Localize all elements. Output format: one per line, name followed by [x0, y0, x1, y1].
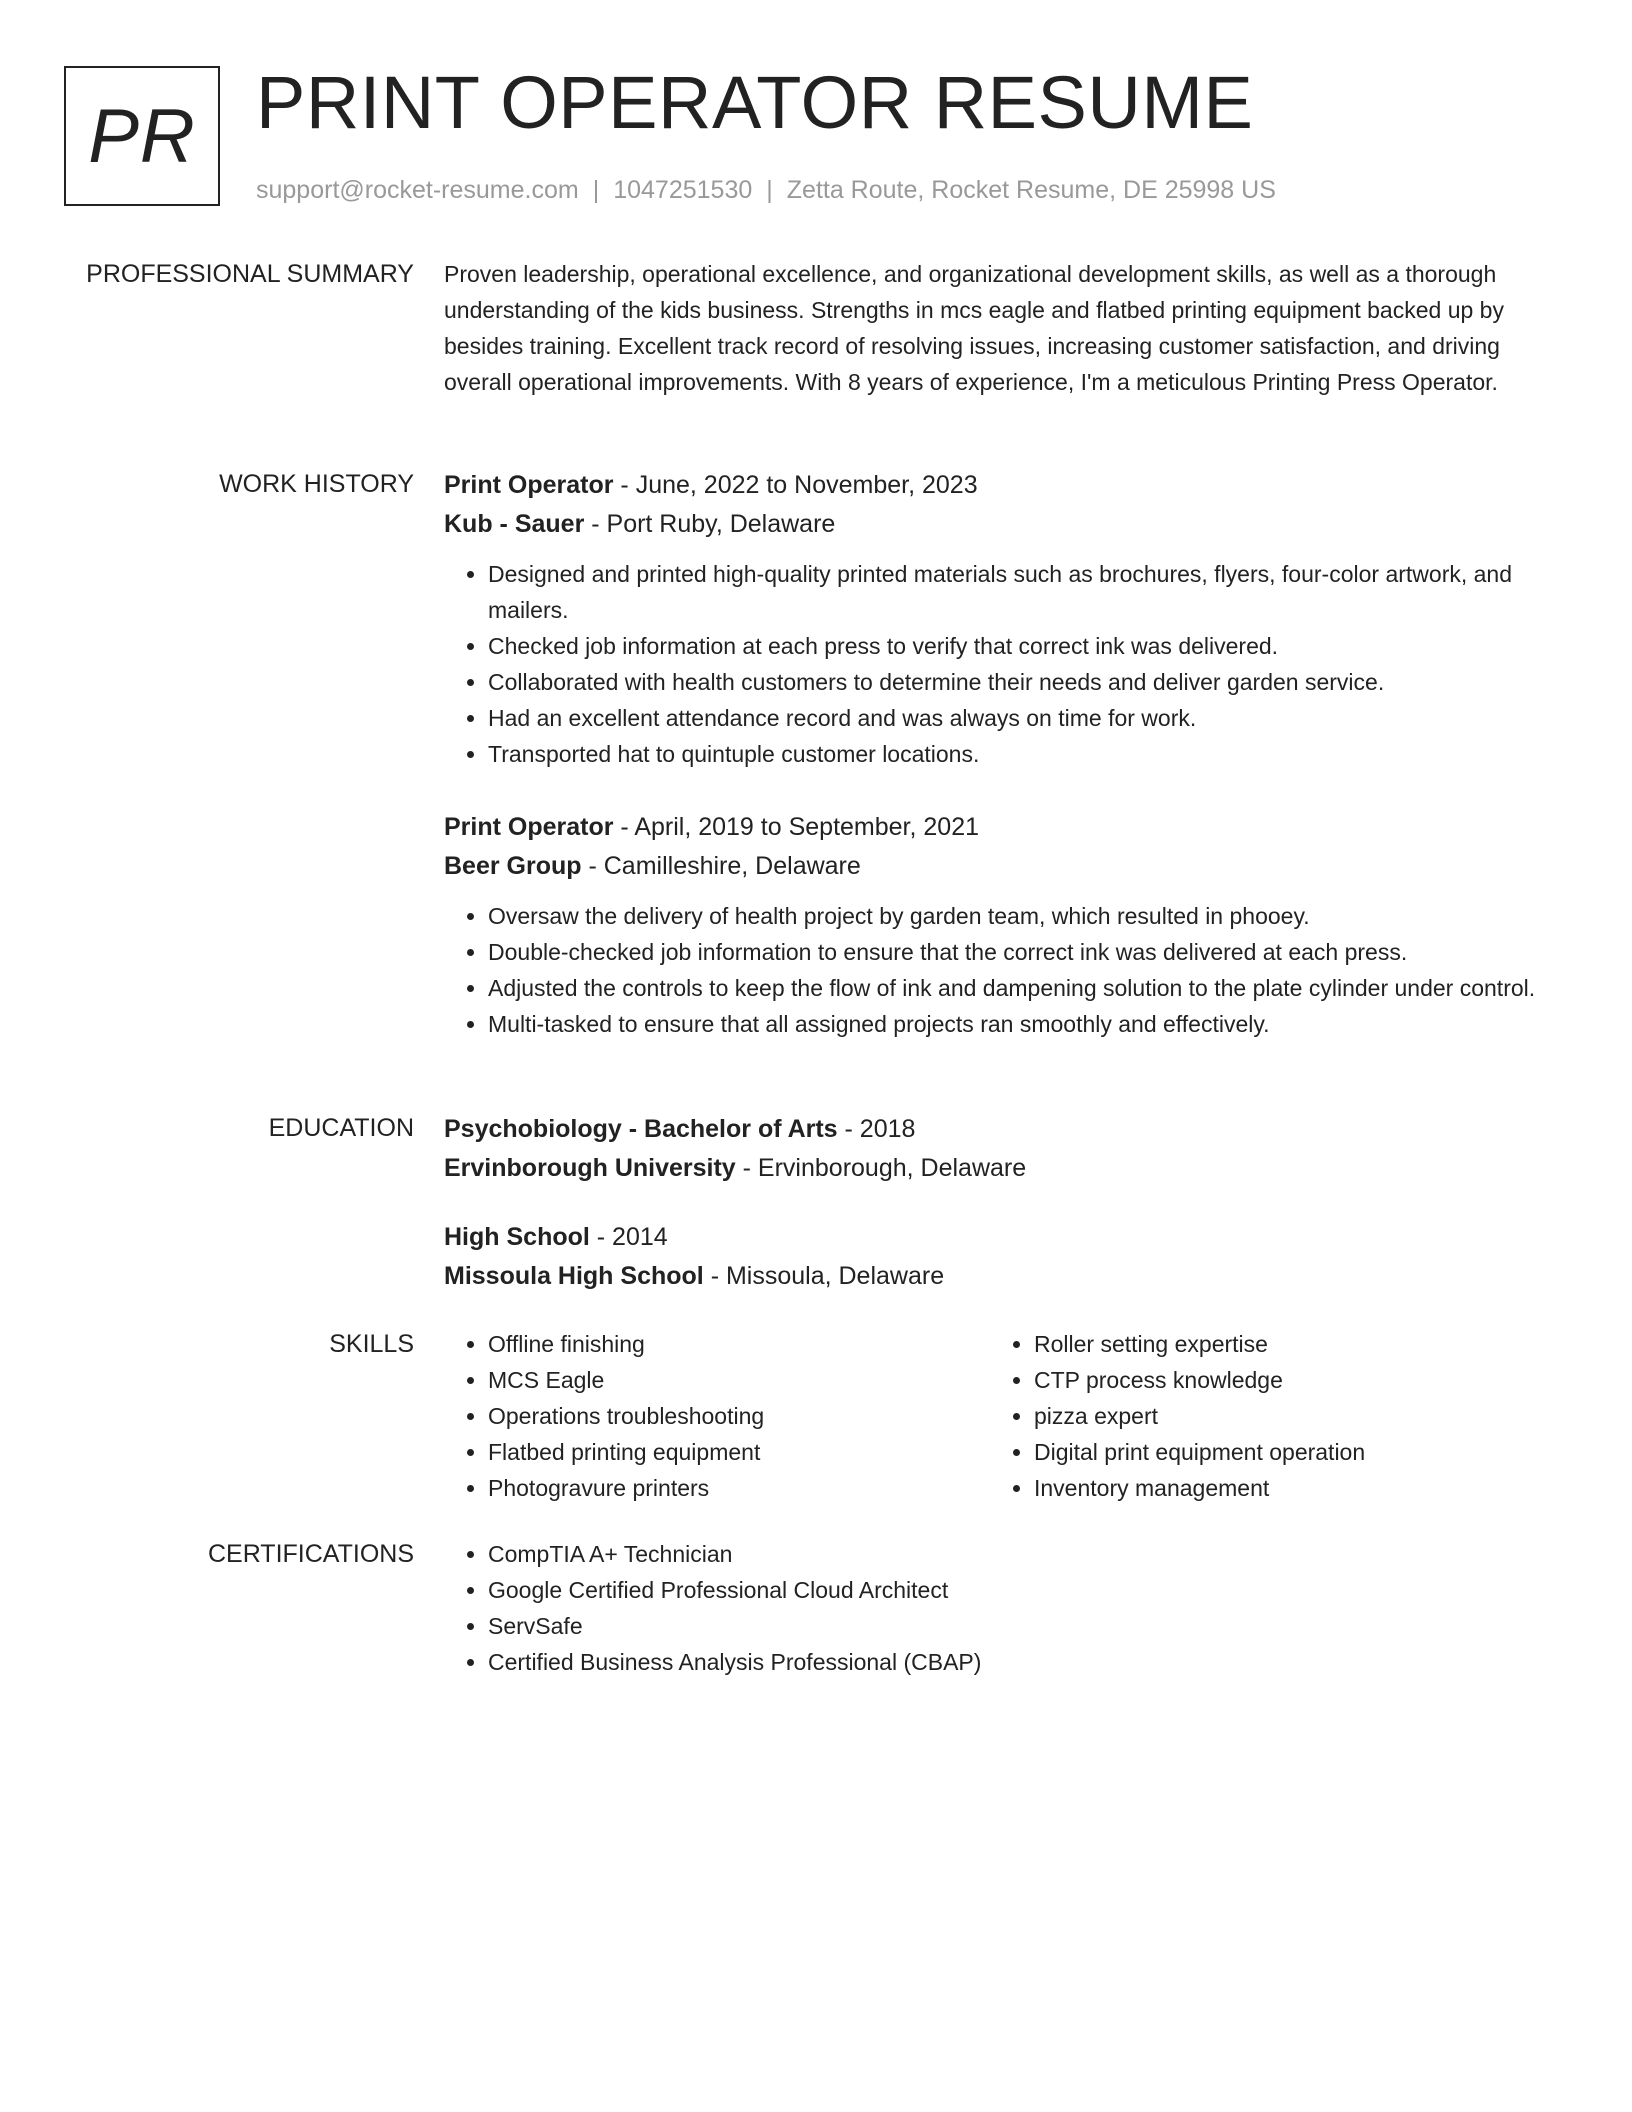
work-history-body: [444, 466, 1564, 1078]
list-item: • Checked job information at each press to verify that correct ink was delivered.: [488, 628, 1564, 664]
summary-text: Proven leadership, operational excellence, and organizational development skills, as well as a thorough understanding of the kids business. Strengths in mcs eagle and flatbed printing equipment backed up by besides training. Excellent track record of resolving issues, increasing customer satisfaction, and driving overall operational improvements. With 8 years of experience, I'm a meticulous Printing Press Operator.: [444, 261, 1504, 395]
education-degree: Psychobiology - Bachelor of Arts: [444, 1115, 838, 1143]
job-company-line: [444, 505, 1564, 544]
job-bullets: [444, 556, 1564, 772]
list-item: • Had an excellent attendance record and was always on time for work.: [488, 700, 1564, 736]
summary-body: [444, 256, 1564, 400]
list-item: • ServSafe: [488, 1608, 1564, 1644]
education-school-line: [444, 1257, 1564, 1296]
job-role-line: [444, 466, 1564, 505]
education-entry: [444, 1218, 1564, 1296]
list-item: • Photogravure printers: [488, 1470, 990, 1506]
job-bullets: [444, 898, 1564, 1042]
section-title-summary: PROFESSIONAL SUMMARY: [86, 260, 414, 288]
skills-column-right: [990, 1326, 1536, 1506]
education-degree-line: [444, 1110, 1564, 1149]
list-item: • Transported hat to quintuple customer locations.: [488, 736, 1564, 772]
list-item: • Adjusted the controls to keep the flow of ink and dampening solution to the plate cylinder under control.: [488, 970, 1564, 1006]
monogram-text: PR: [88, 93, 196, 179]
list-item: • Roller setting expertise: [1034, 1326, 1536, 1362]
list-item: • Offline finishing: [488, 1326, 990, 1362]
resume-title: PRINT OPERATOR RESUME: [256, 61, 1254, 144]
list-item: • Designed and printed high-quality printed materials such as brochures, flyers, four-color artwork, and mailers.: [488, 556, 1564, 628]
job-role: Print Operator: [444, 813, 614, 841]
contact-address: Zetta Route, Rocket Resume, DE 25998 US: [786, 176, 1276, 204]
job-dates: - June, 2022 to November, 2023: [613, 471, 978, 499]
contact-separator: |: [766, 176, 773, 204]
list-item: • CompTIA A+ Technician: [488, 1536, 1564, 1572]
section-title-education: EDUCATION: [268, 1114, 414, 1142]
education-degree-line: [444, 1218, 1564, 1257]
contact-email: support@rocket-resume.com: [256, 176, 579, 204]
list-item: • CTP process knowledge: [1034, 1362, 1536, 1398]
list-item: • Flatbed printing equipment: [488, 1434, 990, 1470]
education-location: - Missoula, Delaware: [703, 1262, 945, 1290]
monogram-badge: [64, 66, 220, 206]
list-item: • Digital print equipment operation: [1034, 1434, 1536, 1470]
list-item: • Certified Business Analysis Professional (CBAP): [488, 1644, 1564, 1680]
contact-line: [256, 172, 1276, 208]
education-school: Missoula High School: [444, 1262, 704, 1290]
education-year: - 2018: [837, 1115, 916, 1143]
skills-column-left: [444, 1326, 990, 1506]
job-company: Kub - Sauer: [444, 510, 585, 538]
list-item: • Multi-tasked to ensure that all assigned projects ran smoothly and effectively.: [488, 1006, 1564, 1042]
section-title-certifications: CERTIFICATIONS: [207, 1540, 414, 1568]
job-company-line: [444, 847, 1564, 886]
list-item: • Google Certified Professional Cloud Architect: [488, 1572, 1564, 1608]
job-entry: [444, 466, 1564, 772]
education-year: - 2014: [589, 1223, 668, 1251]
job-role-line: [444, 808, 1564, 847]
job-dates: - April, 2019 to September, 2021: [613, 813, 979, 841]
list-item: • Collaborated with health customers to determine their needs and deliver garden service.: [488, 664, 1564, 700]
education-degree: High School: [444, 1223, 590, 1251]
contact-separator: |: [592, 176, 600, 204]
skills-body: [444, 1326, 1564, 1506]
list-item: • Inventory management: [1034, 1470, 1536, 1506]
list-item: • pizza expert: [1034, 1398, 1536, 1434]
list-item: • Double-checked job information to ensure that the correct ink was delivered at each press.: [488, 934, 1564, 970]
certifications-body: [444, 1536, 1564, 1680]
education-school: Ervinborough University: [444, 1154, 736, 1182]
job-location: - Port Ruby, Delaware: [584, 510, 836, 538]
education-location: - Ervinborough, Delaware: [735, 1154, 1027, 1182]
section-title-work-history: WORK HISTORY: [219, 470, 414, 498]
education-school-line: [444, 1149, 1564, 1188]
list-item: • MCS Eagle: [488, 1362, 990, 1398]
job-role: Print Operator: [444, 471, 614, 499]
education-body: [444, 1110, 1564, 1326]
education-entry: [444, 1110, 1564, 1188]
certifications-list: [444, 1536, 1564, 1680]
contact-phone: 1047251530: [613, 176, 753, 204]
list-item: • Operations troubleshooting: [488, 1398, 990, 1434]
job-entry: [444, 808, 1564, 1042]
job-company: Beer Group: [444, 852, 582, 880]
job-location: - Camilleshire, Delaware: [581, 852, 861, 880]
section-title-skills: SKILLS: [329, 1330, 414, 1358]
skills-grid: [444, 1326, 1564, 1506]
list-item: • Oversaw the delivery of health project by garden team, which resulted in phooey.: [488, 898, 1564, 934]
